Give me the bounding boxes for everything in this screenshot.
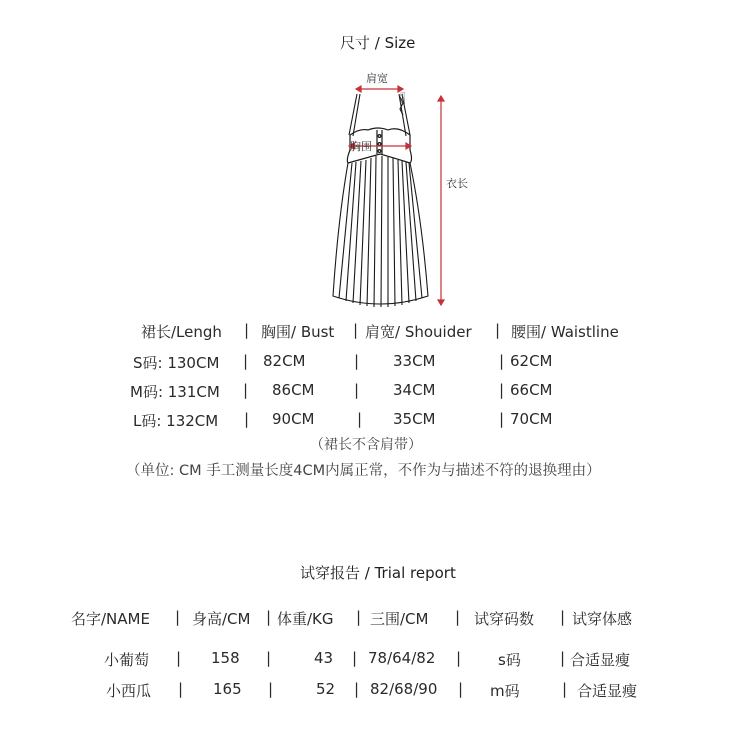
row-sep: |: [178, 680, 184, 698]
header-measure: 三围/CM: [370, 610, 429, 628]
length-label: 衣长: [446, 177, 468, 190]
row-sep: |: [456, 649, 462, 667]
shoulder-cell: 34CM: [393, 381, 436, 399]
header-shoulder: 肩宽/ Shouider: [365, 323, 472, 341]
dress-skirt: [333, 156, 428, 307]
header-length: 裙长/Lengh: [141, 323, 222, 341]
header-sep: |: [560, 608, 566, 626]
measure-cell: 82/68/90: [370, 680, 438, 698]
header-size: 试穿码数: [474, 610, 535, 628]
feel-cell: 合适显瘦: [570, 651, 631, 669]
header-bust: 胸围/ Bust: [261, 323, 335, 341]
weight-cell: 52: [316, 680, 336, 698]
size-cell: m码: [490, 682, 520, 700]
header-sep: |: [353, 321, 359, 339]
row-sep: |: [499, 352, 505, 370]
shoulder-cell: 35CM: [393, 410, 436, 428]
name-cell: 小葡萄: [104, 651, 150, 669]
measure-cell: 78/64/82: [368, 649, 436, 667]
header-name: 名字/NAME: [71, 610, 150, 628]
bust-label: 胸围: [350, 140, 372, 153]
row-sep: |: [244, 410, 250, 428]
header-weight: 体重/KG: [277, 610, 334, 628]
measure-lines: [349, 86, 444, 305]
size-cell: S码: 130CM: [133, 354, 220, 372]
row-sep: |: [499, 381, 505, 399]
row-sep: |: [357, 410, 363, 428]
bust-cell: 82CM: [263, 352, 306, 370]
row-sep: |: [266, 649, 272, 667]
size-cell: M码: 131CM: [130, 383, 220, 401]
feel-cell: 合适显瘦: [577, 682, 638, 700]
size-cell: s码: [498, 651, 521, 669]
row-sep: |: [560, 649, 566, 667]
header-sep: |: [455, 608, 461, 626]
header-sep: |: [356, 608, 362, 626]
row-sep: |: [354, 680, 360, 698]
waist-cell: 70CM: [510, 410, 553, 428]
waist-cell: 62CM: [510, 352, 553, 370]
size-title: 尺寸 / Size: [340, 34, 416, 52]
weight-cell: 43: [314, 649, 334, 667]
header-sep: |: [244, 321, 250, 339]
header-sep: |: [266, 608, 272, 626]
row-sep: |: [352, 649, 358, 667]
header-sep: |: [175, 608, 181, 626]
shoulder-label: 肩宽: [366, 72, 388, 85]
size-note-unit: （单位: CM 手工测量长度4CM内属正常，不作为与描述不符的退换理由）: [126, 463, 601, 479]
shoulder-cell: 33CM: [393, 352, 436, 370]
row-sep: |: [268, 680, 274, 698]
height-cell: 158: [211, 649, 240, 667]
header-feel: 试穿体感: [572, 610, 633, 628]
row-sep: |: [354, 381, 360, 399]
header-waist: 腰围/ Waistline: [511, 323, 619, 341]
bust-cell: 90CM: [272, 410, 315, 428]
row-sep: |: [458, 680, 464, 698]
row-sep: |: [243, 352, 249, 370]
row-sep: |: [243, 381, 249, 399]
header-sep: |: [495, 321, 501, 339]
size-cell: L码: 132CM: [133, 412, 219, 430]
row-sep: |: [562, 680, 568, 698]
strap-label: 可调: [398, 92, 405, 104]
name-cell: 小西瓜: [106, 682, 152, 700]
bust-cell: 86CM: [272, 381, 315, 399]
trial-title: 试穿报告 / Trial report: [300, 564, 456, 582]
row-sep: |: [499, 410, 505, 428]
height-cell: 165: [213, 680, 242, 698]
size-note-length: （裙长不含肩带）: [310, 437, 422, 453]
header-height: 身高/CM: [192, 610, 251, 628]
waist-cell: 66CM: [510, 381, 553, 399]
row-sep: |: [176, 649, 182, 667]
row-sep: |: [354, 352, 360, 370]
